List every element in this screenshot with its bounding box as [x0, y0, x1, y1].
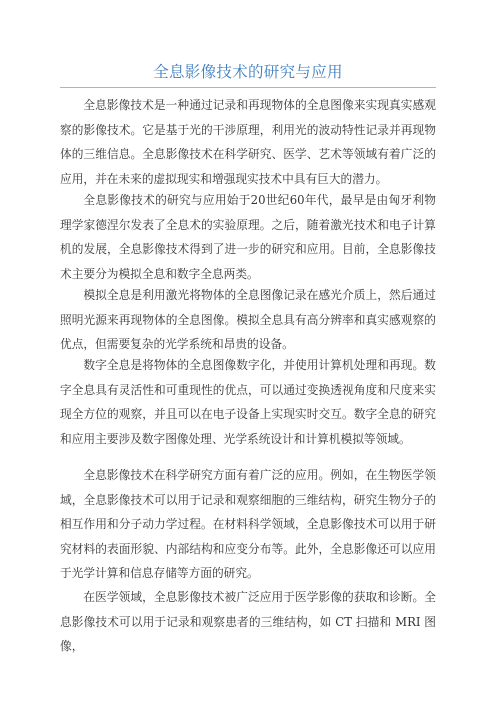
- title-underline: [60, 87, 436, 88]
- paragraph-2: 全息影像技术的研究与应用始于20世纪60年代，最早是由匈牙利物理学家德涅尔发表了全息术的实验原理。之后，随着激光技术和电子计算机的发展，全息影像技术得到了进一步的研究和应用。目前，全息影像技术主要分为模拟全息和数字全息两类。: [60, 193, 436, 281]
- paragraph-4: 数字全息是将物体的全息图像数字化，并使用计算机处理和再现。数字全息具有灵活性和可重现性的优点，可以通过变换透视角度和尺度来实现全方位的观察，并且可以在电子设备上实现实时交互。数字全息的研究和应用主要涉及数字图像处理、光学系统设计和计算机模拟等领域。: [60, 358, 436, 446]
- paragraph-6: 在医学领域，全息影像技术被广泛应用于医学影像的获取和诊断。全息影像技术可以用于记录和观察患者的三维结构，如 CT 扫描和 MRI 图像，: [60, 590, 436, 653]
- document-title: 全息影像技术的研究与应用: [153, 63, 343, 81]
- paragraph-1: 全息影像技术是一种通过记录和再现物体的全息图像来实现真实感观察的影像技术。它是基于光的干涉原理，利用光的波动特性记录并再现物体的三维信息。全息影像技术在科学研究、医学、艺术等领域有着广泛的应用，并在未来的虚拟现实和增强现实技术中具有巨大的潜力。: [60, 98, 436, 186]
- paragraph-3: 模拟全息是利用激光将物体的全息图像记录在感光介质上，然后通过照明光源来再现物体的全息图像。模拟全息具有高分辨率和真实感观察的优点，但需要复杂的光学系统和昂贵的设备。: [60, 288, 436, 351]
- paragraph-5: 全息影像技术在科学研究方面有着广泛的应用。例如，在生物医学领域，全息影像技术可以用于记录和观察细胞的三维结构，研究生物分子的相互作用和分子动力学过程。在材料科学领域，全息影像技术可以用于研究材料的表面形貌、内部结构和应变分布等。此外，全息影像还可以应用于光学计算和信息存储等方面的研究。: [60, 468, 436, 580]
